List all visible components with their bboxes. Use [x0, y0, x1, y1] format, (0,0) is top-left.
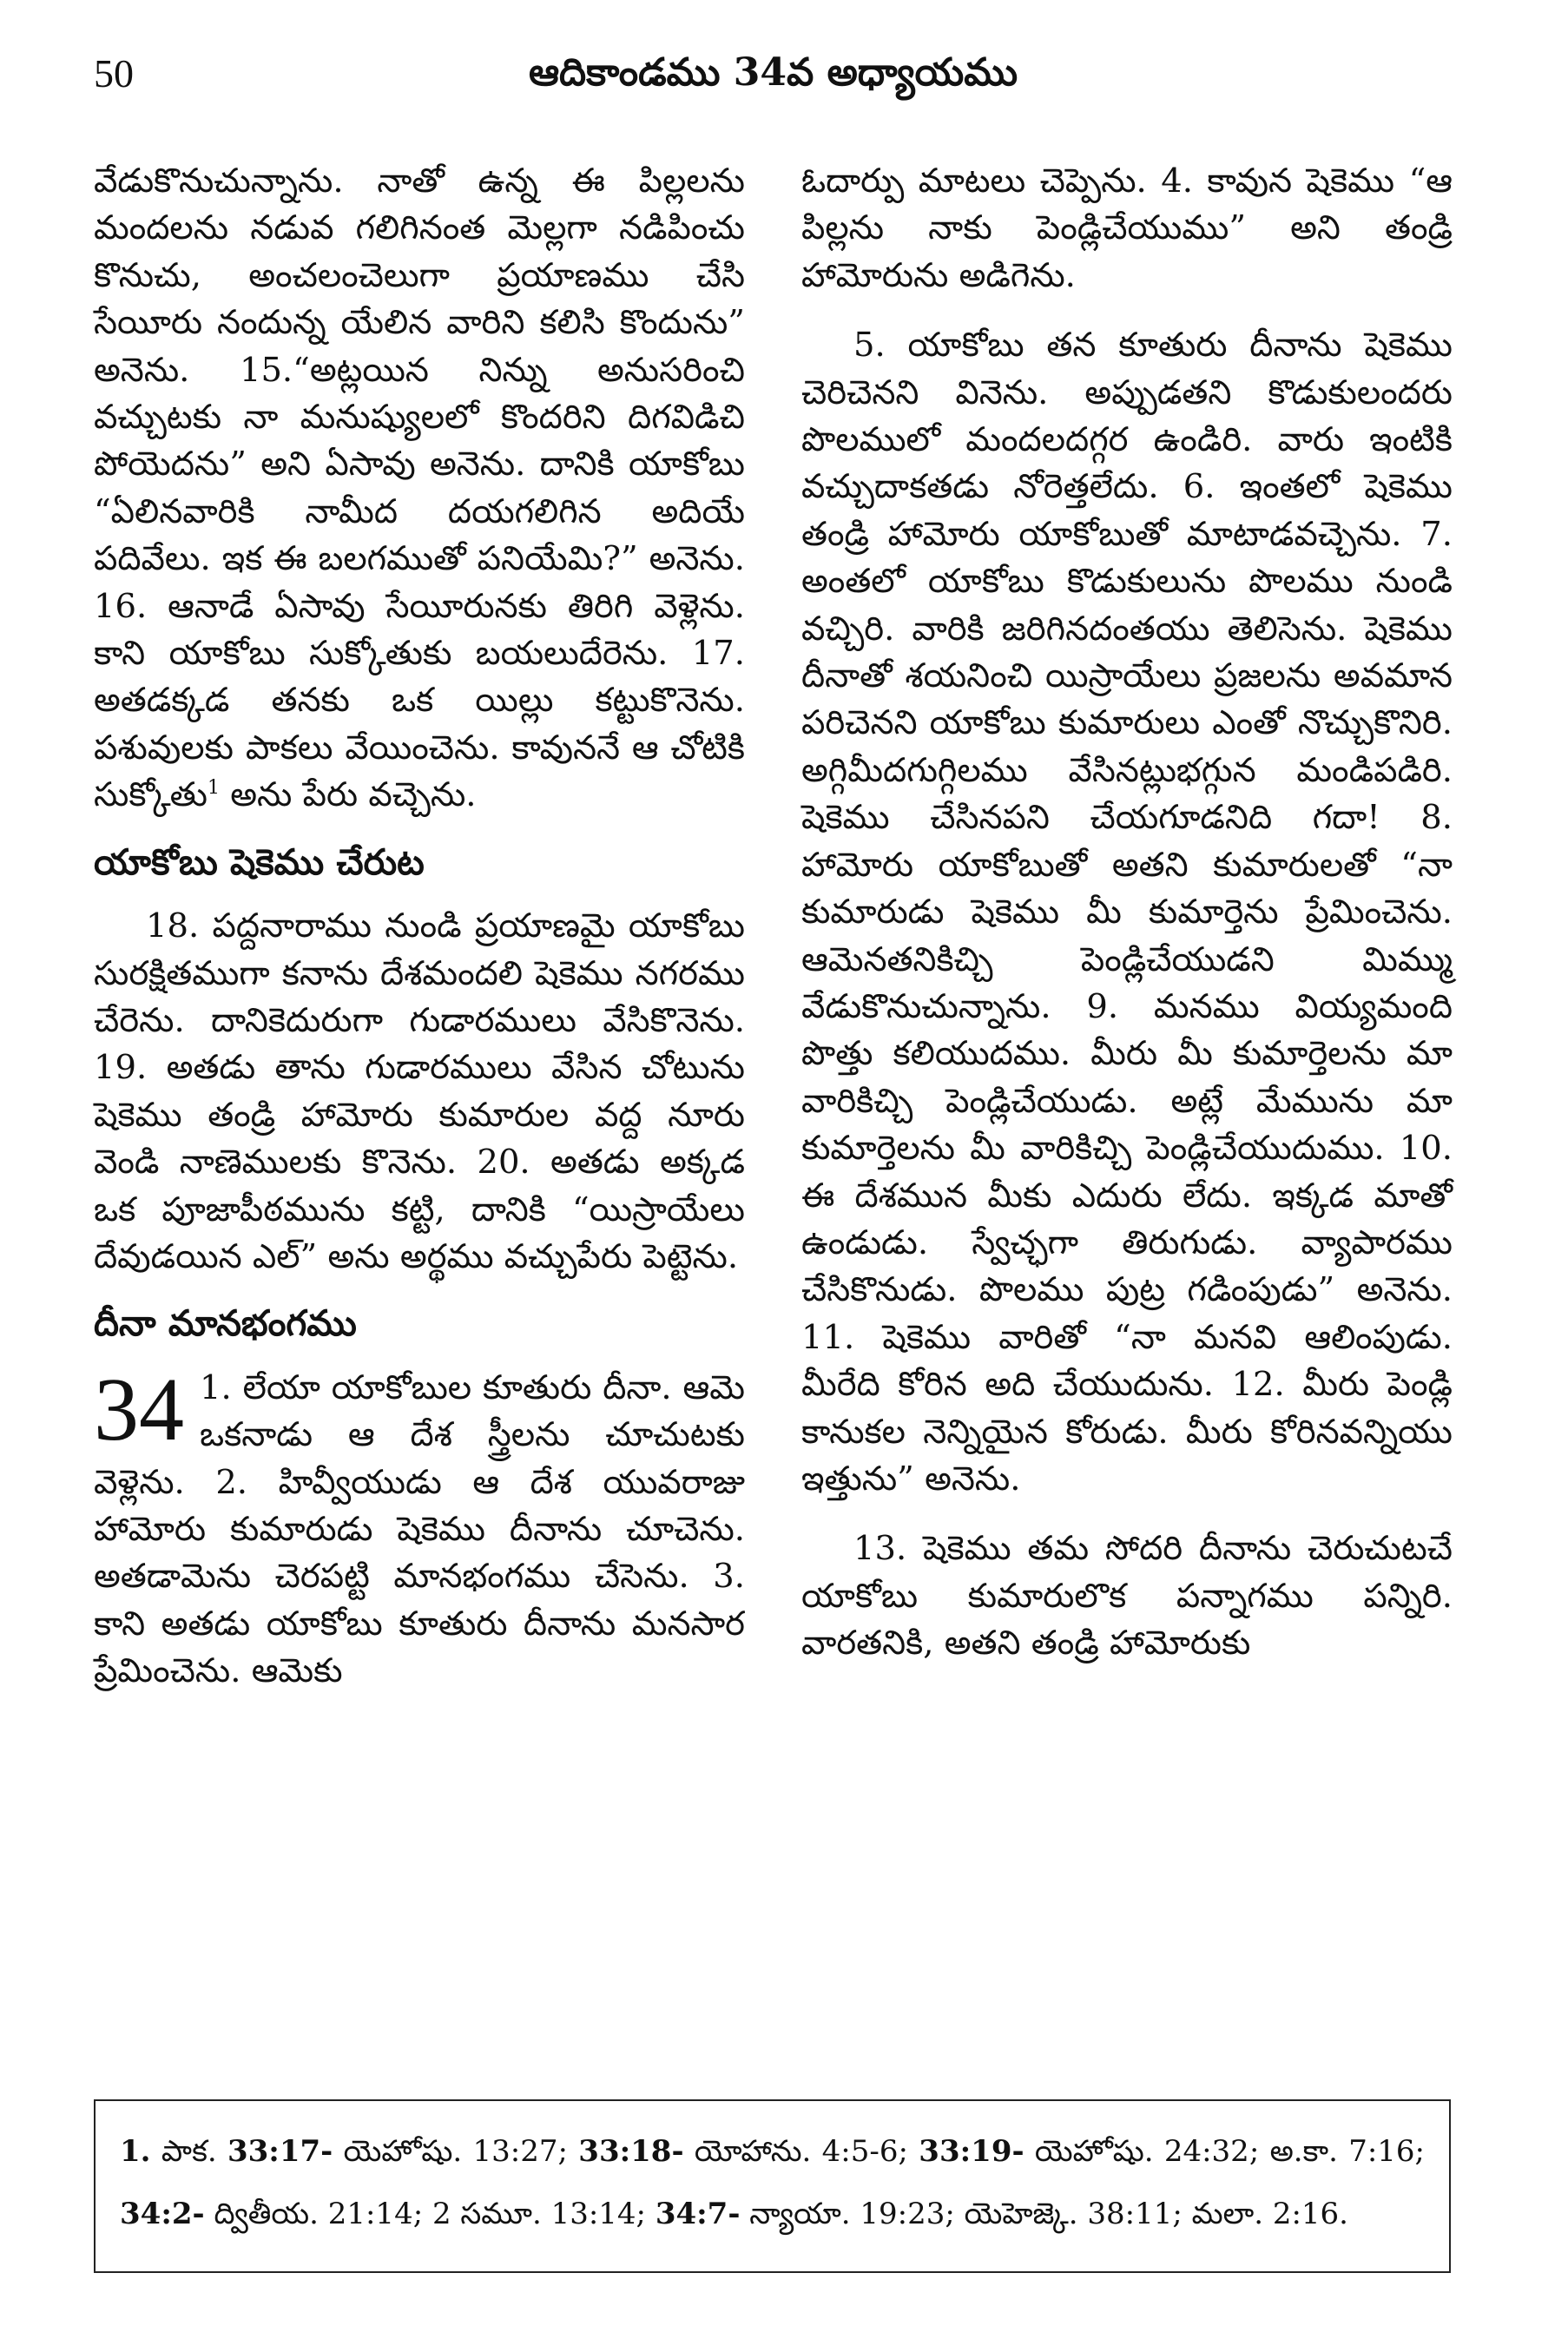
section-heading: దీనా మానభంగము — [94, 1302, 357, 1345]
text-columns — [94, 158, 1453, 2068]
cross-reference: 33:18- — [578, 2134, 684, 2169]
page-header — [94, 50, 1453, 111]
footnote-text: 1. పాక. 33:17- యెహోషు. 13:27; 33:18- యోహాను. 4:5-6; 33:19- యెహోషు. 24:32; అ.కా. 7:16; 34:2- ద్వితీయ. 21:14; 2 సమూ. 13:14; 34:7- న్యాయా. 19:23; యెహెజ్కె. 38:11; మలా. 2:16. — [120, 2134, 1426, 2231]
cross-reference: 33:19- — [919, 2134, 1024, 2169]
footnote-marker: 1 — [207, 777, 220, 800]
paragraph: వేడుకొనుచున్నాను. నాతో ఉన్న ఈ పిల్లలను మందలను నడువ గలిగినంత మెల్లగా నడిపించు కొనుచు, అంచలంచెలుగా ప్రయాణము చేసి సేయీరు నందున్న యేలిన వారిని కలిసి కొందును” అనెను. 15.“అట్లయిన నిన్ను అనుసరించి వచ్చుటకు నా మనుష్యులలో కొందరిని దిగవిడిచి పోయెదను” అని ఏసావు అనెను. దానికి యాకోబు “ఏలినవారికి నామీద దయగలిగిన అదియే పదివేలు. ఇక ఈ బలగముతో పనియేమి?” అనెను. 16. ఆనాడే ఏసావు సేయీరునకు తిరిగి వెళ్లెను. కాని యాకోబు సుక్కోతుకు బయలుదేరెను. 17. అతడక్కడ తనకు ఒక యిల్లు కట్టుకొనెను. పశువులకు పాకలు వేయించెను. కావుననే ఆ చోటికి సుక్కోతు$^1$ అను పేరు వచ్చెను. — [94, 161, 745, 815]
cross-reference: 33:17- — [227, 2134, 333, 2169]
cross-reference: 34:7- — [655, 2197, 741, 2231]
paragraph: 34 1. లేయా యాకోబుల కూతురు దీనా. ఆమె ఒకనాడు ఆ దేశ స్త్రీలను చూచుటకు వెళ్లెను. 2. హివ్వీయుడు ఆ దేశ యువరాజు హామోరు కుమారుడు షెకెము దీనాను చూచెను. అతడామెను చెరపట్టి మానభంగము చేసెను. 3. కాని అతడు యాకోబు కూతురు దీనాను మనసార ప్రేమించెను. ఆమెకు — [94, 1359, 745, 1691]
paragraph: 13. షెకెము తమ సోదరి దీనాను చెరుచుటచే యాకోబు కుమారులొక పన్నాగము పన్నిరి. వారతనికి, అతని తండ్రి హామోరుకు — [801, 1529, 1453, 1664]
running-title: ఆదికాండము 34వ అధ్యాయము — [528, 50, 1018, 95]
left-column — [94, 158, 745, 1696]
paragraph: 5. యాకోబు తన కూతురు దీనాను షెకెము చెరిచెనని వినెను. అప్పుడతని కొడుకులందరు పొలములో మందలదగ్గర ఉండిరి. వారు ఇంటికి వచ్చుదాకతడు నోరెత్తలేదు. 6. ఇంతలో షెకెము తండ్రి హామోరు యాకోబుతో మాటాడవచ్చెను. 7. అంతలో యాకోబు కొడుకులును పొలము నుండి వచ్చిరి. వారికి జరిగినదంతయు తెలిసెను. షెకెము దీనాతో శయనించి యిస్రాయేలు ప్రజలను అవమాన పరిచెనని యాకోబు కుమారులు ఎంతో నొచ్చుకొనిరి. అగ్గిమీదగుగ్గిలము వేసినట్లుభగ్గున మండిపడిరి. షెకెము చేసినపని చేయగూడనిది గదా! 8. హామోరు యాకోబుతో అతని కుమారులతో “నా కుమారుడు షెకెము మీ కుమార్తెను ప్రేమించెను. ఆమెనతనికిచ్చి పెండ్లిచేయుడని మిమ్ము వేడుకొనుచున్నాను. 9. మనము వియ్యమంది పొత్తు కలియుదము. మీరు మీ కుమార్తెలను మా వారికిచ్చి పెండ్లిచేయుడు. అట్లే మేమును మా కుమార్తెలను మీ వారికిచ్చి పెండ్లిచేయుదుము. 10. ఈ దేశమున మీకు ఎదురు లేదు. ఇక్కడ మాతో ఉండుడు. స్వేచ్ఛగా తిరుగుడు. వ్యాపారము చేసికొనుడు. పొలము పుట్ర గడింపుడు” అనెను. 11. షెకెము వారితో “నా మనవి ఆలింపుడు. మీరేది కోరిన అది చేయుదును. 12. మీరు పెండ్లి కానుకల నెన్నియైన కోరుడు. మీరు కోరినవన్నియు ఇత్తును” అనెను. — [801, 326, 1453, 1499]
paragraph: ఓదార్పు మాటలు చెప్పెను. 4. కావున షెకెము “ఆ పిల్లను నాకు పెండ్లిచేయుము” అని తండ్రి హామోరును అడిగెను. — [801, 161, 1453, 295]
footnote-box — [94, 2099, 1451, 2273]
chapter-number: 34 — [94, 1359, 184, 1459]
page-number: 50 — [94, 51, 134, 96]
right-column — [801, 158, 1453, 1668]
cross-reference: 34:2- — [120, 2197, 205, 2231]
footnote-label: 1. — [120, 2134, 151, 2169]
section-heading: యాకోబు షెకెము చేరుట — [94, 840, 425, 883]
paragraph: 18. పద్దనారాము నుండి ప్రయాణమై యాకోబు సురక్షితముగా కనాను దేశమందలి షెకెము నగరము చేరెను. దానికెదురుగా గుడారములు వేసికొనెను. 19. అతడు తాను గుడారములు వేసిన చోటును షెకెము తండ్రి హామోరు కుమారుల వద్ద నూరు వెండి నాణెములకు కొనెను. 20. అతడు అక్కడ ఒక పూజాపీఠమును కట్టి, దానికి “యిస్రాయేలు దేవుడయిన ఎల్” అను అర్థము వచ్చుపేరు పెట్టెను. — [94, 906, 745, 1276]
